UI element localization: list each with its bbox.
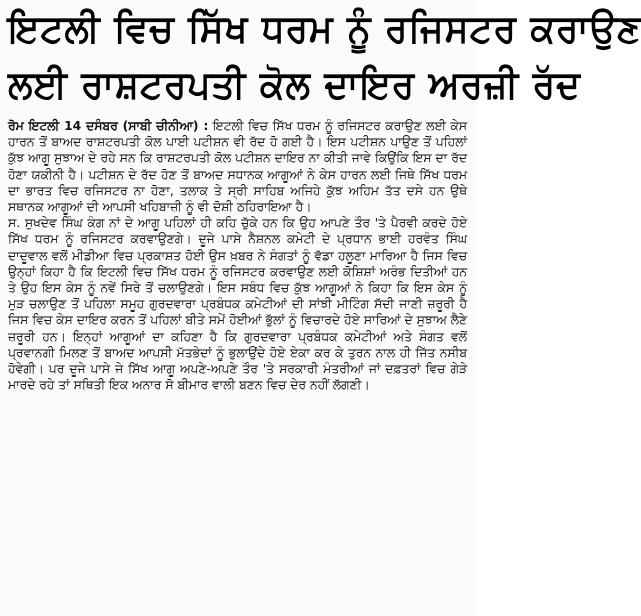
article-paragraph-1 <box>8 118 467 215</box>
article-body <box>8 118 467 393</box>
headline-line-1: ਇਟਲੀ ਵਿਚ ਸਿੱਖ ਧਰਮ ਨੂੰ ਰਜਿਸਟਰ ਕਰਾਉਣ <box>8 7 641 51</box>
dateline: ਰੋਮ ਇਟਲੀ 14 ਦਸੰਬਰ (ਸਾਬੀ ਚੀਨੀਆ) : <box>8 119 209 133</box>
headline-line-2: ਲਈ ਰਾਸ਼ਟਰਪਤੀ ਕੋਲ ਦਾਇਰ ਅਰਜ਼ੀ ਰੱਦ <box>8 63 581 107</box>
headline <box>8 6 641 110</box>
paragraph-1-text: ਇਟਲੀ ਵਿਚ ਸਿੱਖ ਧਰਮ ਨੂੰ ਰਜਿਸਟਰ ਕਰਾਉਣ ਲਈ ਕੇਸ ਹਾਰਨ ਤੋਂ ਬਾਅਦ ਰਾਸ਼ਟਰਪਤੀ ਕੋਲ ਪਾਈ ਪਟੀਸ਼ਨ ਵੀ ਰੱਦ ਹੋ ਗਈ ਹੈ। ਇਸ ਪਟੀਸ਼ਨ ਪਾਉਣ ਤੋਂ ਪਹਿਲਾਂ ਕੁੱਝ ਆਗੂ ਸੁਝਾਅ ਦੇ ਰਹੇ ਸਨ ਕਿ ਰਾਸ਼ਟਰਪਤੀ ਕੋਲ ਪਟੀਸ਼ਨ ਦਾਇਰ ਨਾ ਕੀਤੀ ਜਾਵੇ ਕਿਉਂਕਿ ਇਸ ਦਾ ਰੱਦ ਹੋਣਾ ਯਕੀਨੀ ਹੈ। ਪਟੀਸ਼ਨ ਦੇ ਰੱਦ ਹੋਣ ਤੋਂ ਬਾਅਦ ਸਧਾਨਕ ਆਗੂਆਂ ਨੇ ਕੇਸ ਹਾਰਨ ਲਈ ਜਿਥੇ ਸਿੱਖ ਧਰਮ ਦਾ ਭਾਰਤ ਵਿਚ ਰਜਿਸਟਰ ਨਾ ਹੋਣਾ, ਤਲਾਕ ਤੇ ਸ੍ਰੀ ਸਾਹਿਬ ਅਜਿਹੇ ਕੁੱਝ ਅਹਿਮ ਤੱਤ ਦਸੇ ਹਨ ਉਥੇ ਸਥਾਨਕ ਆਗੂਆਂ ਦੀ ਆਪਸੀ ਖਹਿਬਾਜ਼ੀ ਨੂੰ ਵੀ ਦੋਸ਼ੀ ਠਹਿਰਾਇਆ ਹੈ। <box>8 119 467 215</box>
article-paragraph-2: ਸ. ਸੁਖਦੇਵ ਸਿੰਘ ਕੰਗ ਨਾਂ ਦੇ ਆਗੂ ਪਹਿਲਾਂ ਹੀ ਕਹਿ ਚੁੱਕੇ ਹਨ ਕਿ ਉਹ ਆਪਣੇ ਤੌਰ 'ਤੇ ਪੈਰਵੀ ਕਰਦੇ ਹੋਏ ਸਿੱਖ ਧਰਮ ਨੂੰ ਰਜਿਸਟਰ ਕਰਵਾਉਣਗੇ। ਦੂਜੇ ਪਾਸੇ ਨੈਸ਼ਨਲ ਕਮੇਟੀ ਦੇ ਪ੍ਰਧਾਨ ਭਾਈ ਹਰਵੰਤ ਸਿੰਘ ਦਾਦੂਵਾਲ ਵਲੋਂ ਮੀਡੀਆ ਵਿਚ ਪ੍ਰਕਾਸ਼ਤ ਹੋਈ ਉਸ ਖ਼ਬਰ ਨੇ ਸੰਗਤਾਂ ਨੂੰ ਵੱਡਾ ਹਲੂਣਾ ਮਾਰਿਆ ਹੈ ਜਿਸ ਵਿਚ ਉਨ੍ਹਾਂ ਕਿਹਾ ਹੈ ਕਿ ਇਟਲੀ ਵਿਚ ਸਿੱਖ ਧਰਮ ਨੂੰ ਰਜਿਸਟਰ ਕਰਵਾਉਣ ਲਈ ਕੋਸ਼ਿਸ਼ਾਂ ਅਰੰਭ ਦਿਤੀਆਂ ਹਨ ਤੇ ਉਹ ਇਸ ਕੇਸ ਨੂੰ ਨਵੇਂ ਸਿਰੇ ਤੋਂ ਚਲਾਉਣਗੇ। ਇਸ ਸਬੰਧ ਵਿਚ ਕੁੱਝ ਆਗੂਆਂ ਨੇ ਕਿਹਾ ਕਿ ਇਸ ਕੇਸ ਨੂੰ ਮੁੜ ਚਲਾਉਣ ਤੋਂ ਪਹਿਲਾ ਸਮੂਹ ਗੁਰਦਵਾਰਾ ਪ੍ਰਬੰਧਕ ਕਮੇਟੀਆਂ ਦੀ ਸਾਂਝੀ ਮੀਟਿੰਗ ਸੱਦੀ ਜਾਣੀ ਜ਼ਰੂਰੀ ਹੈ ਜਿਸ ਵਿਚ ਕੇਸ ਦਾਇਰ ਕਰਨ ਤੋਂ ਪਹਿਲਾਂ ਬੀਤੇ ਸਮੇਂ ਹੋਈਆਂ ਭੁੱਲਾਂ ਨੂੰ ਵਿਚਾਰਦੇ ਹੋਏ ਸਾਰਿਆਂ ਦੇ ਸੁਝਾਅ ਲੈਣੇ ਜ਼ਰੂਰੀ ਹਨ। ਇਨ੍ਹਾਂ ਆਗੂਆਂ ਦਾ ਕਹਿਣਾ ਹੈ ਕਿ ਗੁਰਦਵਾਰਾ ਪ੍ਰਬੰਧਕ ਕਮੇਟੀਆਂ ਅਤੇ ਸੰਗਤ ਵਲੋਂ ਪ੍ਰਵਾਨਗੀ ਮਿਲਣ ਤੋਂ ਬਾਅਦ ਆਪਸੀ ਮੱਤਭੇਦਾਂ ਨੂੰ ਭੁਲਾਉਂਦੇ ਹੋਏ ਏਕਾ ਕਰ ਕੇ ਤੁਰਨ ਨਾਲ ਹੀ ਜਿੱਤ ਨਸੀਬ ਹੋਵੇਗੀ। ਪਰ ਦੂਜੇ ਪਾਸੇ ਜੇ ਸਿੱਖ ਆਗੂ ਅਪਣੇ-ਅਪਣੇ ਤੌਰ 'ਤੇ ਸਰਕਾਰੀ ਮੰਤਰੀਆਂ ਜਾਂ ਦਫ਼ਤਰਾਂ ਵਿਚ ਗੇੜੇ ਮਾਰਦੇ ਰਹੇ ਤਾਂ ਸਥਿਤੀ ਇਕ ਅਨਾਰ ਸੋ ਬੀਮਾਰ ਵਾਲੀ ਬਣਨ ਵਿਚ ਦੇਰ ਨਹੀਂ ਲੱਗਣੀ। <box>8 216 467 393</box>
